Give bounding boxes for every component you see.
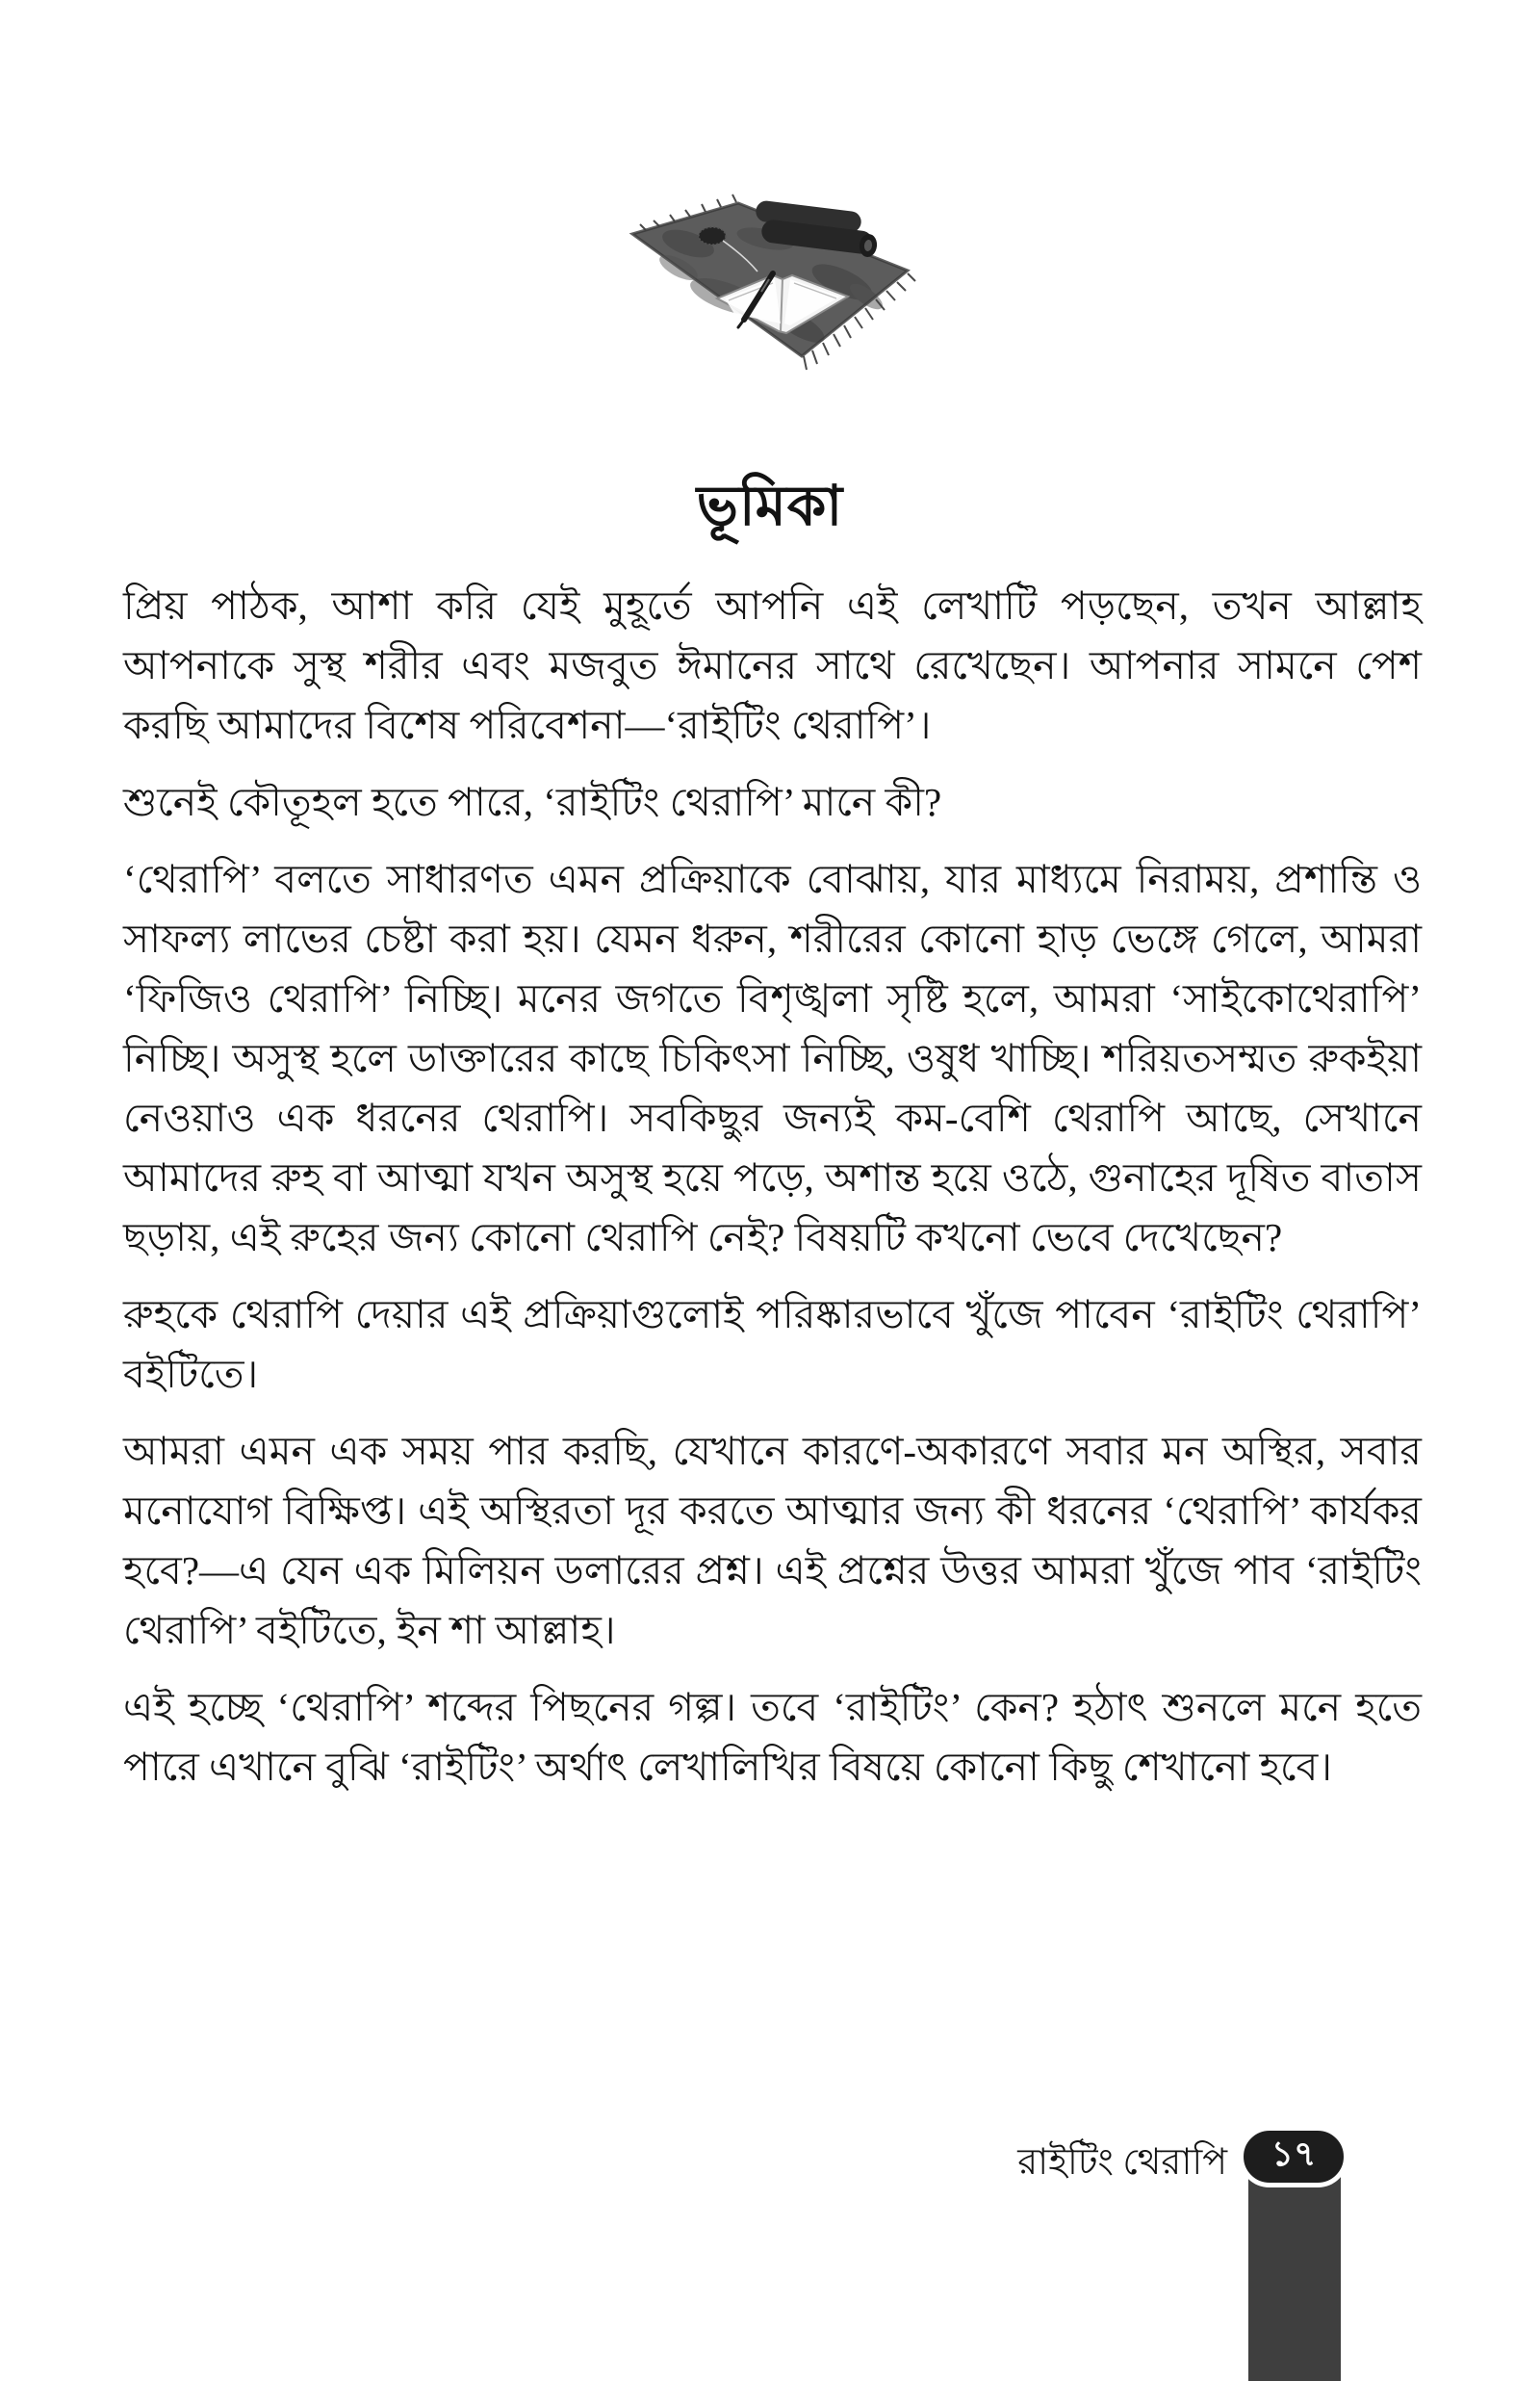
page-number: ১৭ [1270, 2135, 1317, 2173]
body-text [123, 576, 1422, 1797]
running-book-title: রাইটিং থেরাপি [1017, 2142, 1227, 2183]
paragraph: শুনেই কৌতূহল হতে পারে, ‘রাইটিং থেরাপি’ মানে কী? [123, 780, 942, 824]
paragraph: ‘থেরাপি’ বলতে সাধারণত এমন প্রক্রিয়াকে বোঝায়, যার মাধ্যমে নিরাময়, প্রশান্তি ও সাফল্য লাভের চেষ্টা করা হয়। যেমন ধরুন, শরীরের কোনো হাড় ভেঙ্গে গেলে, আমরা ‘ফিজিও থেরাপি’ নিচ্ছি। মনের জগতে বিশৃঙ্খলা সৃষ্টি হলে, আমরা ‘সাইকোথেরাপি’ নিচ্ছি। অসুস্থ হলে ডাক্তারের কাছে চিকিৎসা নিচ্ছি, ওষুধ খাচ্ছি। শরিয়তসম্মত রুকইয়া নেওয়াও এক ধরনের থেরাপি। সবকিছুর জন্যই কম-বেশি থেরাপি আছে, সেখানে আমাদের রুহ বা আত্মা যখন অসুস্থ হয়ে পড়ে, অশান্ত হয়ে ওঠে, গুনাহের দূষিত বাতাস ছড়ায়, এই রুহের জন্য কোনো থেরাপি নেই? বিষয়টি কখনো ভেবে দেখেছেন? [123, 857, 1422, 1259]
paragraph: রুহকে থেরাপি দেয়ার এই প্রক্রিয়াগুলোই পরিষ্কারভাবে খুঁজে পাবেন ‘রাইটিং থেরাপি’ বইটিতে। [123, 1292, 1422, 1396]
prayer-mat-illustration-graphic [621, 191, 919, 375]
prayer-mat-open-book-pen-illustration [621, 191, 919, 375]
page-number-badge [1239, 2126, 1348, 2187]
paragraph: প্রিয় পাঠক, আশা করি যেই মুহূর্তে আপনি এই লেখাটি পড়ছেন, তখন আল্লাহ আপনাকে সুস্থ শরীর এবং মজবুত ঈমানের সাথে রেখেছেন। আপনার সামনে পেশ করছি আমাদের বিশেষ পরিবেশনা—‘রাইটিং থেরাপি’। [123, 583, 1422, 747]
paragraph: আমরা এমন এক সময় পার করছি, যেখানে কারণে-অকারণে সবার মন অস্থির, সবার মনোযোগ বিক্ষিপ্ত। এই অস্থিরতা দূর করতে আত্মার জন্য কী ধরনের ‘থেরাপি’ কার্যকর হবে?—এ যেন এক মিলিয়ন ডলারের প্রশ্ন। এই প্রশ্নের উত্তর আমরা খুঁজে পাব ‘রাইটিং থেরাপি’ বইটিতে, ইন শা আল্লাহ। [123, 1429, 1422, 1652]
page-edge-tab-bar [1248, 2164, 1341, 2381]
paragraph: এই হচ্ছে ‘থেরাপি’ শব্দের পিছনের গল্প। তবে ‘রাইটিং’ কেন? হঠাৎ শুনলে মনে হতে পারে এখানে বুঝি ‘রাইটিং’ অর্থাৎ লেখালিখির বিষয়ে কোনো কিছু শেখানো হবে। [123, 1685, 1422, 1789]
chapter-heading: ভূমিকা [696, 474, 844, 537]
